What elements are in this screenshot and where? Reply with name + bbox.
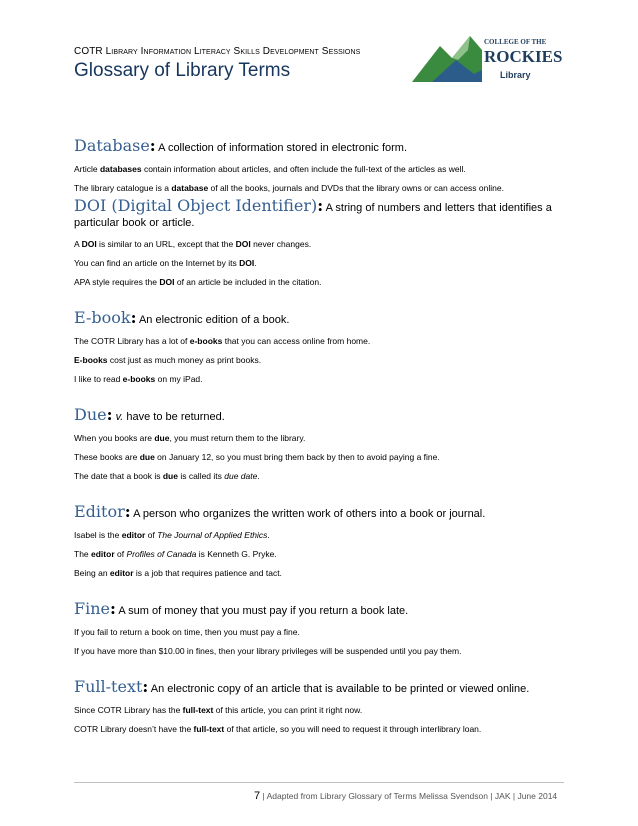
glossary-entry bbox=[74, 198, 574, 288]
example-sentence: Since COTR Library has the full-text of this article, you can print it right now. bbox=[74, 705, 363, 715]
keyword: due bbox=[139, 452, 155, 462]
example-sentence: The COTR Library has a lot of e-books that you can access online from home. bbox=[74, 336, 371, 346]
definition: A collection of information stored in electronic form. bbox=[158, 142, 407, 154]
glossary-entry bbox=[74, 504, 574, 579]
term-line bbox=[74, 407, 574, 425]
keyword: database bbox=[171, 183, 209, 193]
series-title: COTR Library Information Literacy Skills Development Sessions bbox=[74, 46, 361, 57]
logo-line-3: Library bbox=[500, 70, 531, 80]
term-line bbox=[74, 310, 574, 328]
term-line bbox=[74, 679, 574, 697]
college-logo bbox=[412, 30, 563, 86]
definition: A string of numbers and letters that identifies a particular book or article. bbox=[74, 202, 552, 229]
example-sentence: A DOI is similar to an URL, except that the DOI never changes. bbox=[74, 239, 312, 249]
term: E-book bbox=[74, 308, 131, 327]
definition-part-of-speech: v. bbox=[115, 411, 124, 423]
example-sentence: The date that a book is due is called its due date. bbox=[74, 471, 260, 481]
example-sentence: The library catalogue is a database of all the books, journals and DVDs that the library owns or can access online. bbox=[74, 183, 504, 193]
logo-line-1: COLLEGE OF THE bbox=[484, 38, 547, 46]
keyword: due bbox=[154, 433, 170, 443]
italic-title: Profiles of Canada bbox=[126, 549, 197, 559]
keyword: full-text bbox=[193, 724, 225, 734]
term-colon: : bbox=[124, 502, 131, 521]
term: DOI (Digital Object Identifier) bbox=[74, 196, 318, 215]
term-colon: : bbox=[106, 405, 113, 424]
term: Database bbox=[74, 136, 150, 155]
keyword: databases bbox=[99, 164, 142, 174]
example-sentence: When you books are due, you must return them to the library. bbox=[74, 433, 306, 443]
example-sentence: Isabel is the editor of The Journal of Applied Ethics. bbox=[74, 530, 270, 540]
term: Due bbox=[74, 405, 107, 424]
keyword: DOI bbox=[235, 239, 251, 249]
example-sentence: Article databases contain information about articles, and often include the full-text of the articles as well. bbox=[74, 164, 466, 174]
logo-line-2: ROCKIES bbox=[484, 47, 563, 66]
definition: A sum of money that you must pay if you return a book late. bbox=[118, 605, 409, 617]
glossary-entry bbox=[74, 407, 574, 482]
definition: A person who organizes the written work of others into a book or journal. bbox=[133, 508, 486, 520]
glossary-entry bbox=[74, 679, 574, 735]
term: Fine bbox=[74, 599, 110, 618]
page-title: Glossary of Library Terms bbox=[74, 60, 291, 81]
keyword: DOI bbox=[239, 258, 255, 268]
footer-text: | Adapted from Library Glossary of Terms Melissa Svendson | JAK | June 2014 bbox=[260, 791, 558, 801]
footer-divider bbox=[74, 782, 564, 783]
example-sentence: Being an editor is a job that requires patience and tact. bbox=[74, 568, 282, 578]
term-line bbox=[74, 138, 574, 156]
definition: have to be returned. bbox=[123, 411, 225, 423]
keyword: DOI bbox=[81, 239, 97, 249]
keyword: due bbox=[162, 471, 178, 481]
keyword: editor bbox=[91, 549, 115, 559]
glossary-entry bbox=[74, 138, 574, 194]
example-sentence: If you fail to return a book on time, then you must pay a fine. bbox=[74, 627, 300, 637]
term-line bbox=[74, 601, 574, 619]
term-colon: : bbox=[142, 677, 149, 696]
term-colon: : bbox=[149, 136, 156, 155]
example-sentence: COTR Library doesn’t have the full-text of that article, so you will need to request it through interlibrary loan. bbox=[74, 724, 482, 734]
page-footer bbox=[254, 790, 557, 802]
glossary-entry bbox=[74, 310, 574, 385]
example-sentence: The editor of Profiles of Canada is Kenneth G. Pryke. bbox=[74, 549, 277, 559]
example-sentence: APA style requires the DOI of an article be included in the citation. bbox=[74, 277, 322, 287]
term-colon: : bbox=[130, 308, 137, 327]
glossary-entries bbox=[74, 138, 574, 735]
italic-title: The Journal of Applied Ethics bbox=[157, 530, 268, 540]
example-sentence: I like to read e-books on my iPad. bbox=[74, 374, 203, 384]
definition: An electronic copy of an article that is available to be printed or viewed online. bbox=[150, 683, 530, 695]
keyword: full-text bbox=[182, 705, 214, 715]
keyword: editor bbox=[109, 568, 134, 578]
keyword: DOI bbox=[159, 277, 175, 287]
keyword: e-books bbox=[122, 374, 156, 384]
term-line bbox=[74, 198, 574, 231]
italic-title: due date bbox=[224, 471, 258, 481]
term-colon: : bbox=[110, 599, 116, 618]
term-colon: : bbox=[317, 196, 324, 215]
term-line bbox=[74, 504, 574, 522]
glossary-entry bbox=[74, 601, 574, 657]
definition: An electronic edition of a book. bbox=[138, 314, 290, 326]
example-sentence: You can find an article on the Internet by its DOI. bbox=[74, 258, 257, 268]
keyword: E-books bbox=[74, 355, 108, 365]
example-sentence: These books are due on January 12, so you must bring them back by then to avoid paying a fine. bbox=[74, 452, 440, 462]
term: Full-text bbox=[74, 677, 143, 696]
example-sentence: E-books cost just as much money as print books. bbox=[74, 355, 262, 365]
keyword: e-books bbox=[189, 336, 223, 346]
example-sentence: If you have more than $10.00 in fines, then your library privileges will be suspended until you pay them. bbox=[74, 646, 462, 656]
keyword: editor bbox=[121, 530, 146, 540]
page-number: 7 bbox=[254, 790, 261, 802]
term: Editor bbox=[74, 502, 125, 521]
